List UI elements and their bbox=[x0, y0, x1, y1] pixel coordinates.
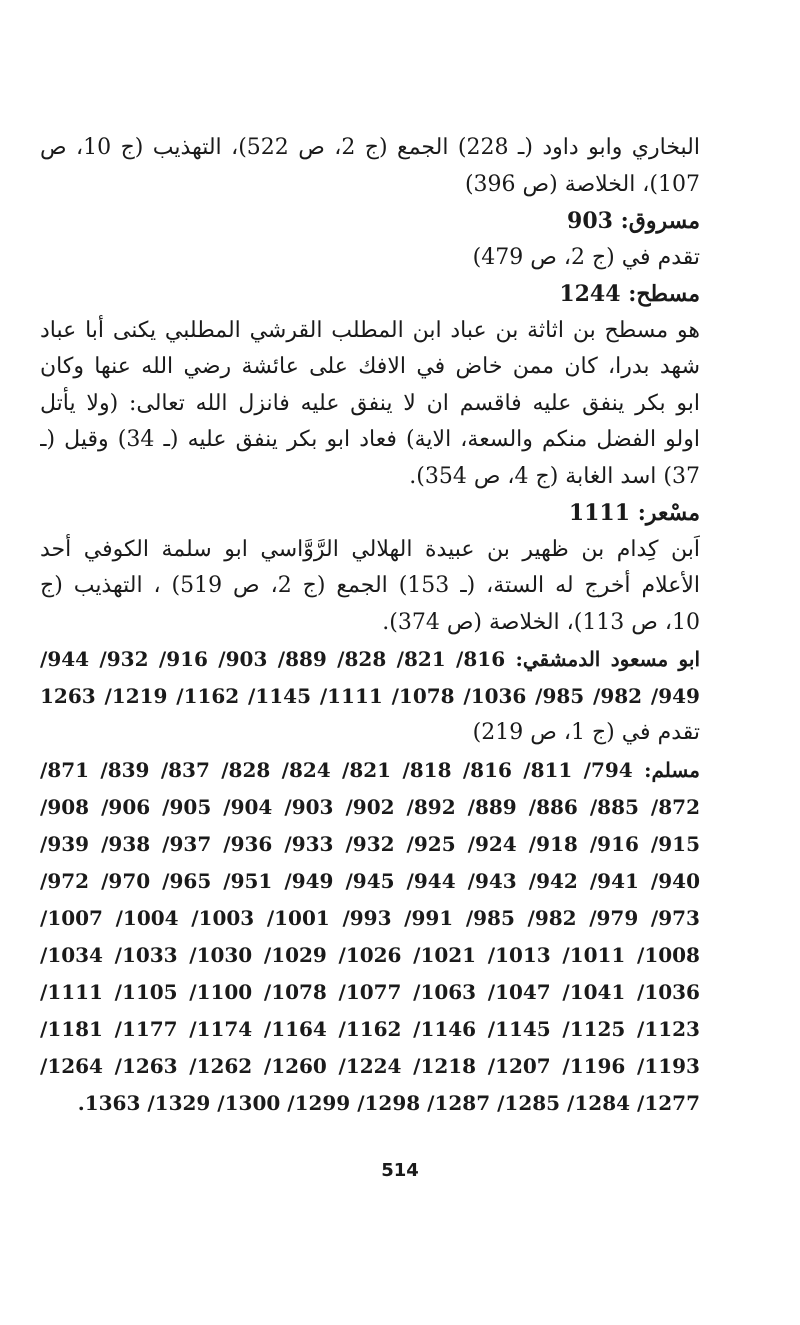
text-line: الأعلام أخرج له الستة، (ـ 153) الجمع (ج 2، ص 519) ، التهذيب (ج bbox=[40, 573, 700, 598]
number-line: 940/ 941/ 942/ 943/ 944/ 945/ 949/ 951/ 965/ 970/ 972/ bbox=[40, 868, 700, 893]
text-line: شهد بدرا، كان ممن خاض في الافك على عائشة رضي الله عنها وكان bbox=[40, 354, 700, 379]
text-line: تقدم في (ج 1، ص 219) bbox=[472, 720, 700, 745]
number-line: 973/ 979/ 982/ 985/ 991/ 993/ 1001/ 1003/ 1004/ 1007/ bbox=[40, 905, 700, 930]
text-line: 37) اسد الغابة (ج 4، ص 354). bbox=[409, 463, 700, 489]
text-line: 10، ص 113)، الخلاصة (ص 374). bbox=[382, 609, 700, 635]
text-line: 107)، الخلاصة (ص 396) bbox=[464, 171, 700, 197]
entry-heading-muslim: مسلم: 794/ 811/ 816/ 818/ 821/ 824/ 828/ 837/ 839/ 871/ bbox=[40, 757, 700, 782]
number-line: 872/ 885/ 886/ 889/ 892/ 902/ 903/ 904/ 905/ 906/ 908/ bbox=[40, 794, 700, 819]
number-line: 915/ 916/ 918/ 924/ 925/ 932/ 933/ 936/ 937/ 938/ 939/ bbox=[40, 831, 700, 856]
text-line: اَبن كِدام بن ظهير بن عبيدة الهلالي الرَّوَّاسي ابو سلمة الكوفي أحد bbox=[40, 536, 700, 562]
number-line: 1277/ 1284/ 1285/ 1287/ 1298/ 1299/ 1300/ 1329/ 1363. bbox=[77, 1090, 700, 1115]
entry-heading-masruq: مسروق: 903 bbox=[567, 208, 700, 234]
text-line: اولو الفضل منكم والسعة، الاية) فعاد ابو بكر ينفق عليه (ـ 34) وقيل (ـ bbox=[40, 427, 700, 452]
number-line: 1193/ 1196/ 1207/ 1218/ 1224/ 1260/ 1262/ 1263/ 1264/ bbox=[40, 1053, 700, 1078]
number-line: 949/ 982/ 985/ 1036/ 1078/ 1111/ 1145/ 1162/ 1219/ 1263 bbox=[40, 684, 700, 708]
page-number: 514 bbox=[381, 1160, 419, 1181]
number-line: 1036/ 1041/ 1047/ 1063/ 1077/ 1078/ 1100/ 1105/ 1111/ bbox=[40, 979, 700, 1004]
text-line: هو مسطح بن اثاثة بن عباد ابن المطلب القرشي المطلبي يكنى أبا عباد bbox=[40, 317, 700, 343]
number-line: 1008/ 1011/ 1013/ 1021/ 1026/ 1029/ 1030/ 1033/ 1034/ bbox=[40, 942, 700, 967]
entry-heading-mistah: مسطح: 1244 bbox=[559, 281, 700, 307]
text-line: تقدم في (ج 2، ص 479) bbox=[472, 244, 700, 270]
text-line: ابو بكر ينفق عليه فاقسم ان لا ينفق عليه فانزل الله تعالى: (ولا يأتل bbox=[40, 390, 700, 416]
entry-heading-abu-masud: ابو مسعود الدمشقي: 816/ 821/ 828/ 889/ 903/ 916/ 932/ 944/ bbox=[40, 647, 700, 671]
text-line: البخاري وابو داود (ـ 228) الجمع (ج 2، ص 522)، التهذيب (ج 10، ص bbox=[40, 135, 700, 160]
page-body bbox=[40, 130, 700, 1122]
number-line: 1123/ 1125/ 1145/ 1146/ 1162/ 1164/ 1174/ 1177/ 1181/ bbox=[40, 1016, 700, 1041]
entry-heading-misar: مسْعر: 1111 bbox=[568, 500, 700, 526]
